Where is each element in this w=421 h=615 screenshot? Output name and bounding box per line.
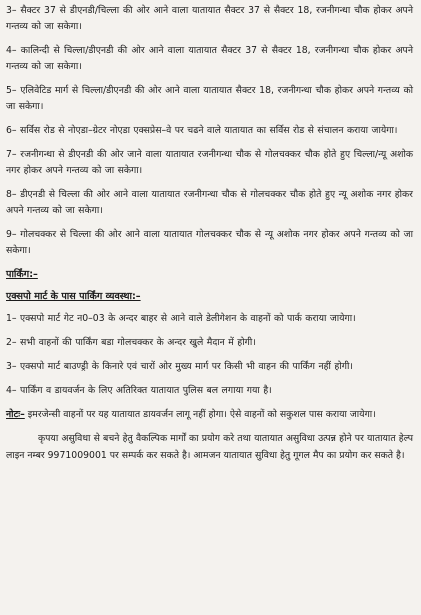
route-item-6: 6– सर्विस रोड से नोएडा–ग्रेटर नोएडा एक्सप्रेस–वे पर चढने वाले यातायात का सर्विस रोड से संचालन कराया जायेगा। bbox=[6, 125, 398, 136]
parking-heading bbox=[6, 267, 413, 283]
note-text: इमरजेन्सी वाहनों पर यह यातायात डायवर्जन लागू नहीं होगा। ऐसे वाहनों को सकुशल पास कराया जायेगा। bbox=[24, 409, 376, 420]
closing-paragraph: कृपया असुविधा से बचने हेतु वैकल्पिक मार्गों का प्रयोग करे तथा यातायात असुविधा उत्पन्न होने पर यातायात हेल्प लाइन नम्बर 9971009001 पर सम्पर्क कर सकते है। आमजन यातायात सुविधा हेतु गूगल मैप का प्रयोग कर सकते है। bbox=[6, 433, 413, 461]
route-item-9: 9– गोलचक्कर से चिल्ला की ओर आने वाला यातायात गोलचक्कर चौक से न्यू अशोक नगर होकर अपने गन्तव्य को जा सकेगा। bbox=[6, 229, 413, 256]
note-label: नोटः– bbox=[6, 409, 25, 420]
parking-item-1: 1– एक्सपो मार्ट गेट न0–03 के अन्दर बाहर से आने वाले डेलीगेशन के वाहनों को पार्क कराया जायेगा। bbox=[6, 313, 356, 324]
route-item-5: 5– एलिवेटिड मार्ग से चिल्ला/डीएनडी की ओर आने वाला यातायात सैक्टर 18, रजनीगन्धा चौक होकर अपने गन्तव्य को जा सकेगा। bbox=[6, 85, 413, 112]
parking-heading-text: पार्किंग:– bbox=[6, 269, 38, 280]
route-item-7: 7– रजनीगन्धा से डीएनडी की ओर जाने वाला यातायात रजनीगन्धा चौक से गोलचक्कर चौक होते हुए चिल्ला/न्यू अशोक नगर होकर अपने गन्तव्य को जा सकेगा। bbox=[6, 149, 413, 176]
route-item-8: 8– डीएनडी से चिल्ला की ओर आने वाला यातायात रजनीगन्धा चौक से गोलचक्कर चौक होते हुए न्यू अशोक नगर होकर अपने गन्तव्य को जा सकेगा। bbox=[6, 189, 413, 216]
parking-subheading bbox=[6, 289, 413, 305]
route-item-4: 4– कालिन्दी से चिल्ला/डीएनडी की ओर आने वाला यातायात सैक्टर 37 से सैक्टर 18, रजनीगन्धा चौक होकर अपने गन्तव्य को जा सकेगा। bbox=[6, 45, 413, 72]
parking-item-4: 4– पार्किंग व डायवर्जन के लिए अतिरिक्त यातायात पुलिस बल लगाया गया है। bbox=[6, 385, 272, 396]
parking-item-2: 2– सभी वाहनों की पार्किंग बडा गोलचक्कर के अन्दर खुले मैदान में होगी। bbox=[6, 337, 256, 348]
route-item-3: 3– सैक्टर 37 से डीएनडी/चिल्ला की ओर आने वाला यातायात सैक्टर 37 से सैक्टर 18, रजनीगन्धा चौक होकर अपने गन्तव्य को जा सकेगा। bbox=[6, 5, 413, 32]
parking-item-3: 3– एक्सपो मार्ट बाउण्ड्री के किनारे एवं चारों ओर मुख्य मार्ग पर किसी भी वाहन की पार्किंग नहीं होगी। bbox=[6, 361, 353, 372]
parking-subheading-text: एक्सपो मार्ट के पास पार्किंग व्यवस्था:– bbox=[6, 291, 141, 302]
note-paragraph bbox=[6, 407, 413, 423]
